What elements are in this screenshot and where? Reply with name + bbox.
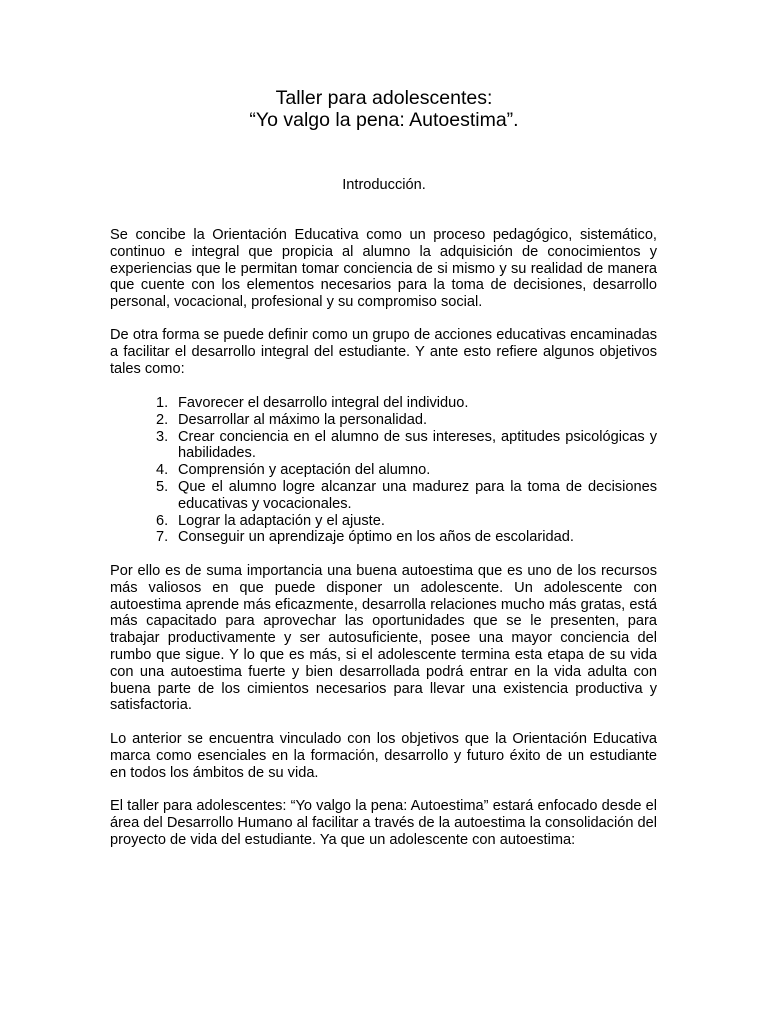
paragraph-1-text: Se concibe la Orientación Educativa como un proceso pedagógico, sistemático, continuo e integral que propicia al alumno la adquisición de conocimientos y experiencias que le permitan tomar conciencia de si mismo y su realidad de manera que cuente con los elementos necesarios para la toma de decisiones, desarrollo personal, vocacional, profesional y su compromiso social. — [110, 227, 657, 311]
paragraph-1 — [110, 227, 657, 311]
list-item-text: Que el alumno logre alcanzar una madurez para la toma de decisiones educativas y vocacionales. — [178, 478, 657, 512]
paragraph-4-text: Lo anterior se encuentra vinculado con los objetivos que la Orientación Educativa marca como esenciales en la formación, desarrollo y futuro éxito de un estudiante en todos los ámbitos de su vida. — [110, 731, 657, 781]
paragraph-3 — [110, 563, 657, 714]
list-item — [110, 412, 657, 429]
title-line-1: Taller para adolescentes: — [275, 87, 493, 109]
objectives-list — [110, 395, 657, 546]
list-item-text: Desarrollar al máximo la personalidad. — [178, 411, 428, 428]
paragraph-2-text: De otra forma se puede definir como un grupo de acciones educativas encaminadas a facilitar el desarrollo integral del estudiante. Y ante esto refiere algunos objetivos tales como: — [110, 327, 657, 377]
list-item-text: Crear conciencia en el alumno de sus intereses, aptitudes psicológicas y habilidades. — [178, 428, 657, 462]
paragraph-3-text: Por ello es de suma importancia una buena autoestima que es uno de los recursos más valiosos en que puede disponer un adolescente. Un adolescente con autoestima aprende más eficazmente, desarrolla relaciones mucho más gratas, está más capacitado para aprovechar las oportunidades que se le presenten, para trabajar productivamente y ser autosuficiente, posee una mayor conciencia del rumbo que sigue. Y lo que es más, si el adolescente termina esta etapa de su vida con una autoestima fuerte y bien desarrollada podrá entrar en la vida adulta con buena parte de los cimientos necesarios para llevar una existencia productiva y satisfactoria. — [110, 563, 657, 714]
title-line-2: “Yo valgo la pena: Autoestima”. — [249, 109, 519, 131]
list-item — [110, 395, 657, 412]
list-item-number: 3. — [156, 428, 169, 445]
section-heading: Introducción. — [342, 177, 426, 193]
list-item-number: 1. — [156, 395, 169, 411]
paragraph-2 — [110, 327, 657, 377]
list-item-text: Lograr la adaptación y el ajuste. — [178, 512, 385, 529]
list-item — [110, 513, 657, 530]
list-item-number: 5. — [156, 478, 169, 495]
list-item-text: Favorecer el desarrollo integral del individuo. — [178, 395, 469, 411]
document-title — [0, 87, 768, 131]
list-item — [110, 429, 657, 463]
list-item-text: Conseguir un aprendizaje óptimo en los años de escolaridad. — [178, 529, 574, 546]
list-item — [110, 529, 657, 546]
list-item — [110, 462, 657, 479]
list-item-number: 4. — [156, 462, 169, 479]
list-item-number: 7. — [156, 529, 169, 546]
paragraph-5-text: El taller para adolescentes: “Yo valgo la pena: Autoestima” estará enfocado desde el área del Desarrollo Humano al facilitar a través de la autoestima la consolidación del proyecto de vida del estudiante. Ya que un adolescente con autoestima: — [110, 798, 657, 848]
list-item-number: 2. — [156, 411, 169, 428]
paragraph-5 — [110, 798, 657, 848]
list-item-number: 6. — [156, 512, 169, 529]
list-item-text: Comprensión y aceptación del alumno. — [178, 462, 431, 479]
paragraph-4 — [110, 731, 657, 781]
list-item — [110, 479, 657, 513]
